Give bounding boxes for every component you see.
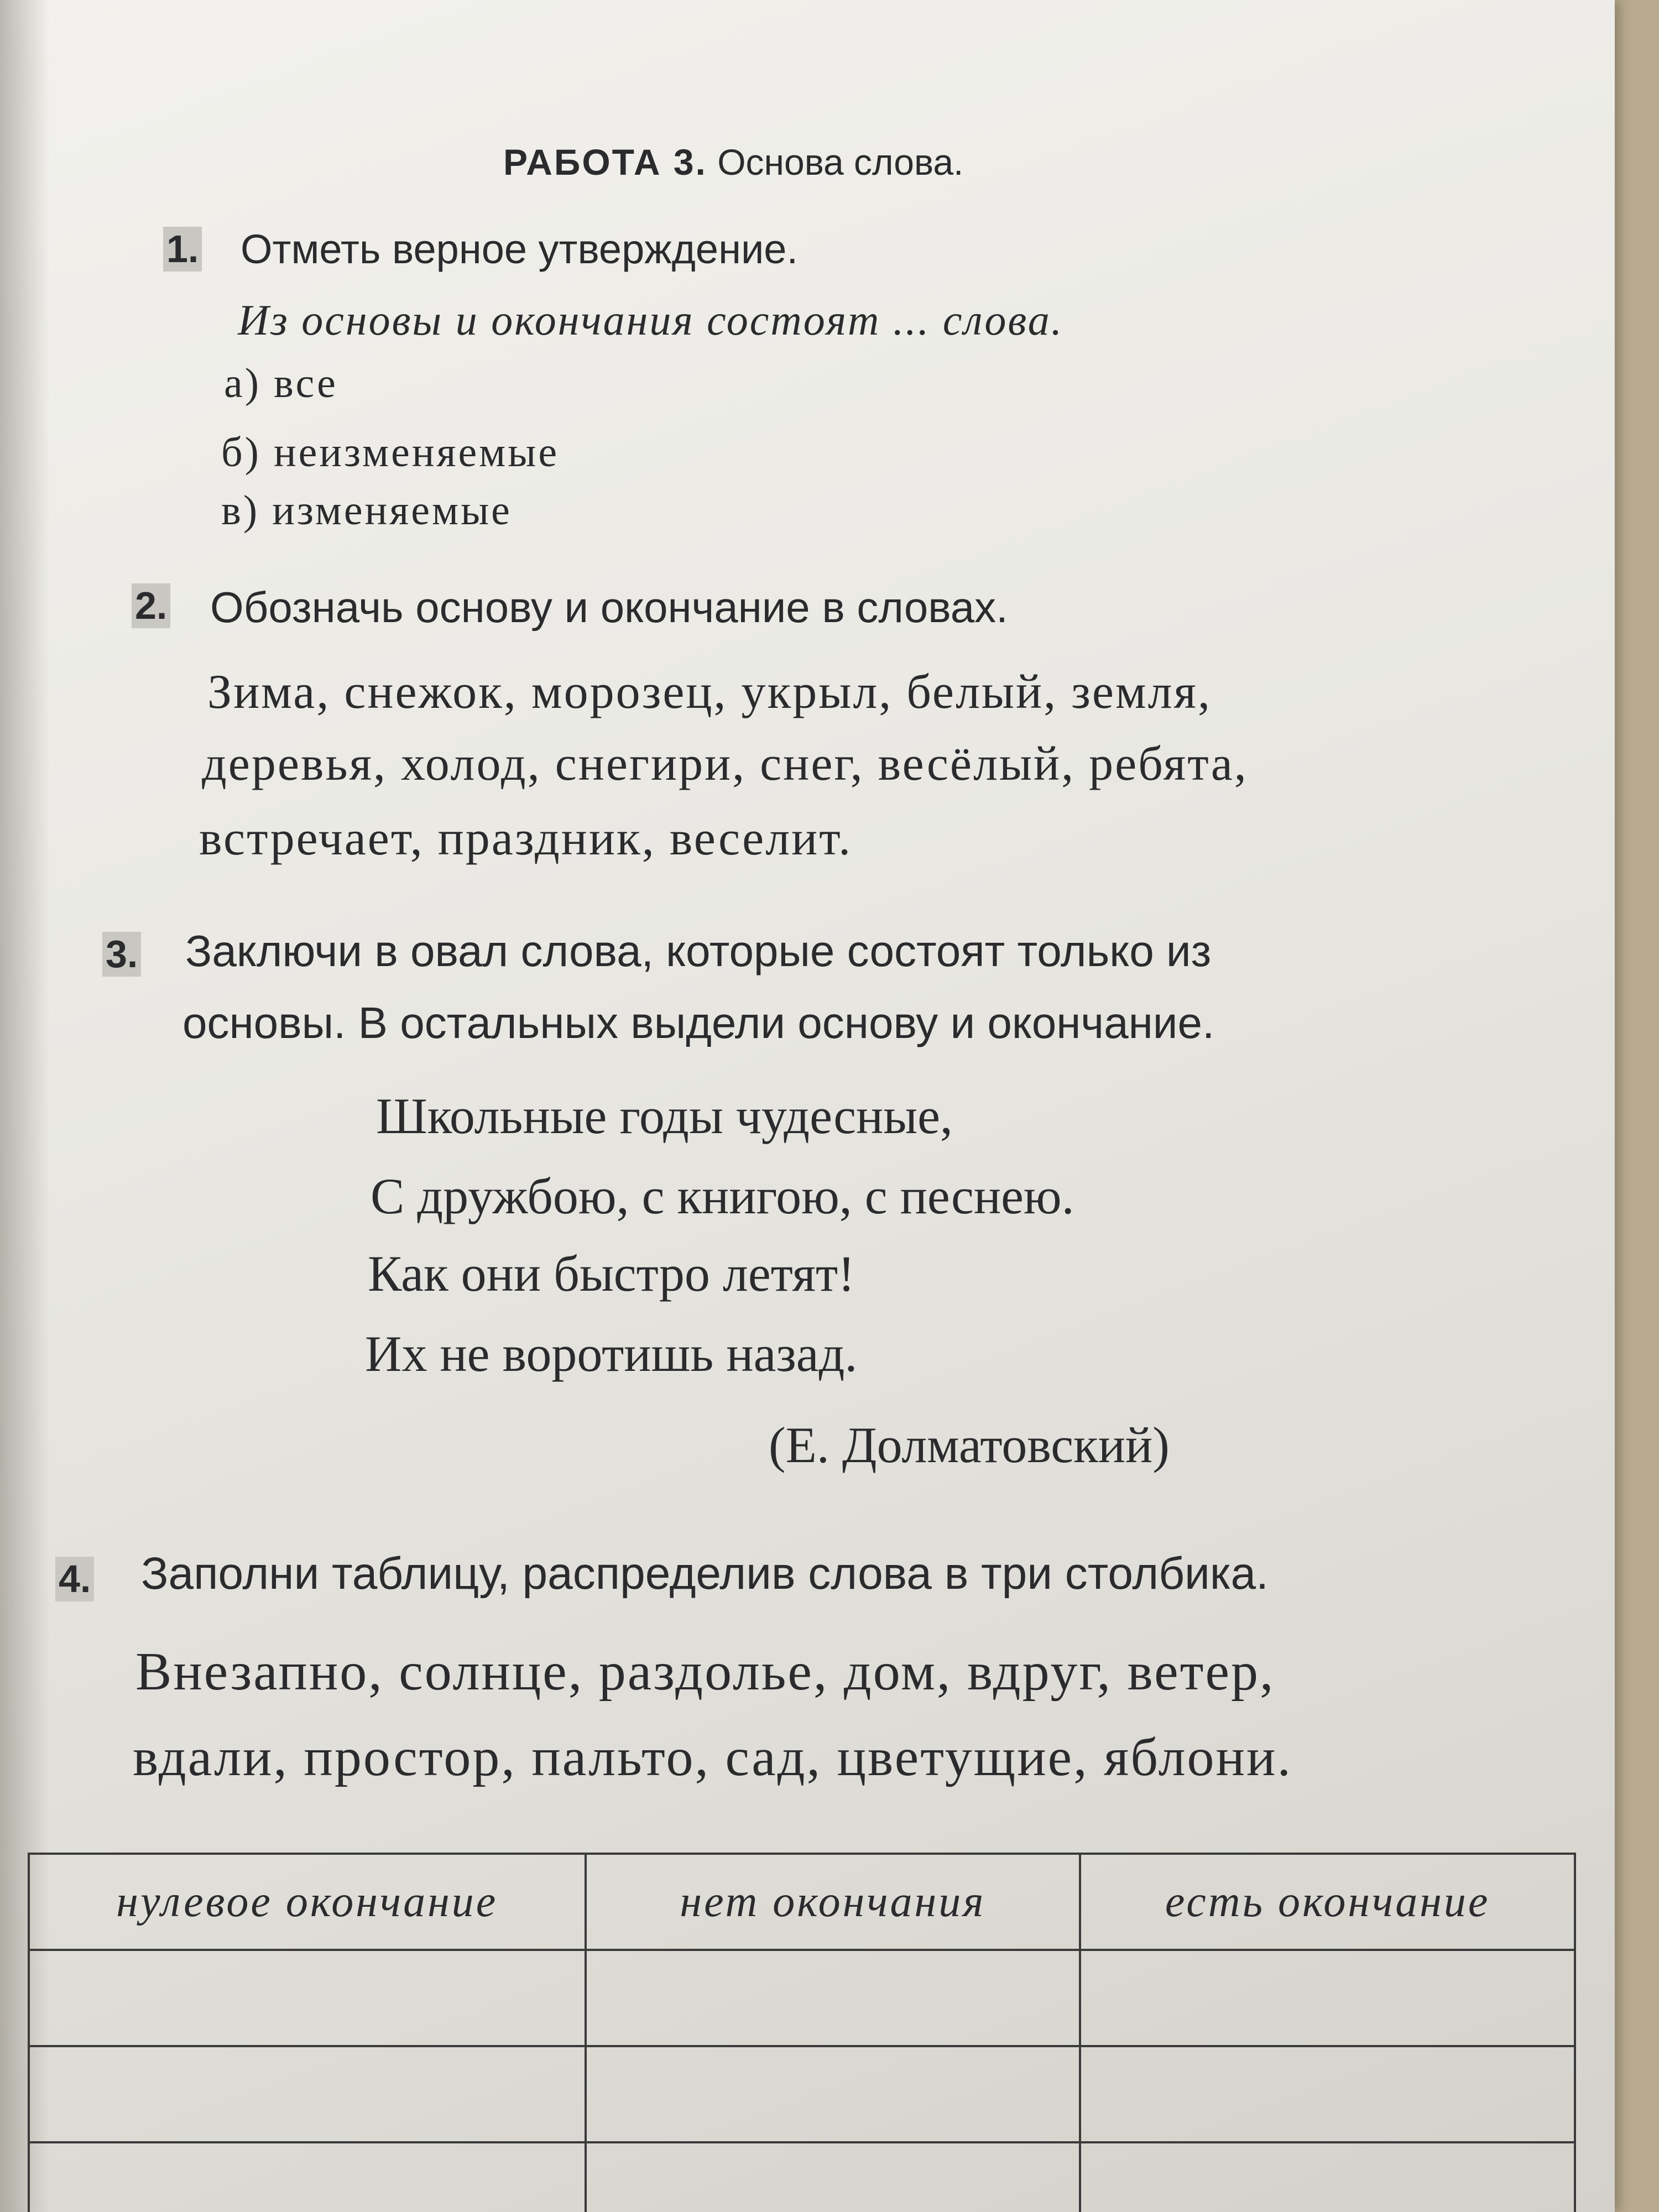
task-3-instruction-line-2: основы. В остальных выдели основу и окончание. bbox=[182, 998, 1215, 1047]
page-title bbox=[503, 141, 963, 183]
task-2-number: 2. bbox=[132, 583, 170, 628]
task-2-instruction: Обозначь основу и окончание в словах. bbox=[210, 583, 1008, 632]
task-2-words-line-1: Зима, снежок, морозец, укрыл, белый, земля, bbox=[207, 665, 1212, 719]
table-cell[interactable] bbox=[586, 2142, 1081, 2212]
task-1-option-b[interactable]: б) неизменяемые bbox=[221, 429, 560, 476]
task-3-number: 3. bbox=[102, 932, 141, 977]
work-number: РАБОТА 3. bbox=[503, 142, 707, 182]
table-row bbox=[29, 2142, 1575, 2212]
table-cell[interactable] bbox=[29, 1950, 586, 2046]
table-cell[interactable] bbox=[1080, 2046, 1575, 2142]
column-header-has-ending: есть окончание bbox=[1080, 1854, 1575, 1950]
column-header-zero-ending: нулевое окончание bbox=[29, 1854, 586, 1950]
table-cell[interactable] bbox=[586, 1950, 1081, 2046]
work-subject: Основа слова. bbox=[717, 142, 964, 182]
task-3-instruction-line-1: Заключи в овал слова, которые состоят только из bbox=[185, 926, 1212, 975]
table-header-row bbox=[29, 1854, 1575, 1950]
table-row bbox=[29, 2046, 1575, 2142]
task-1-statement: Из основы и окончания состоят ... слова. bbox=[238, 296, 1064, 344]
table-cell[interactable] bbox=[586, 2046, 1081, 2142]
poem-line-4: Их не воротишь назад. bbox=[365, 1326, 858, 1382]
poem-author: (Е. Долматовский) bbox=[769, 1417, 1170, 1473]
task-4-instruction: Заполни таблицу, распределив слова в три столбика. bbox=[141, 1548, 1269, 1599]
task-2-words-line-2: деревья, холод, снегири, снег, весёлый, ребята, bbox=[202, 737, 1248, 791]
table-cell[interactable] bbox=[1080, 2142, 1575, 2212]
task-4-words-line-1: Внезапно, солнце, раздолье, дом, вдруг, ветер, bbox=[135, 1642, 1275, 1702]
task-1-instruction: Отметь верное утверждение. bbox=[241, 226, 798, 272]
word-sort-table bbox=[28, 1853, 1576, 2212]
table-cell[interactable] bbox=[29, 2142, 586, 2212]
table-cell[interactable] bbox=[1080, 1950, 1575, 2046]
poem-line-3: Как они быстро летят! bbox=[368, 1245, 855, 1302]
task-4-number: 4. bbox=[55, 1557, 94, 1601]
table-cell[interactable] bbox=[29, 2046, 586, 2142]
column-header-no-ending: нет окончания bbox=[586, 1854, 1081, 1950]
poem-line-2: С дружбою, с книгою, с песнею. bbox=[371, 1168, 1074, 1224]
task-4-words-line-2: вдали, простор, пальто, сад, цветущие, яблони. bbox=[133, 1728, 1292, 1787]
task-2-words-line-3: встречает, праздник, веселит. bbox=[199, 812, 853, 865]
task-1-option-a[interactable]: а) все bbox=[224, 360, 338, 406]
poem-line-1: Школьные годы чудесные, bbox=[376, 1088, 953, 1144]
task-1-number: 1. bbox=[163, 227, 202, 272]
task-1-option-c[interactable]: в) изменяемые bbox=[221, 487, 512, 534]
table-row bbox=[29, 1950, 1575, 2046]
